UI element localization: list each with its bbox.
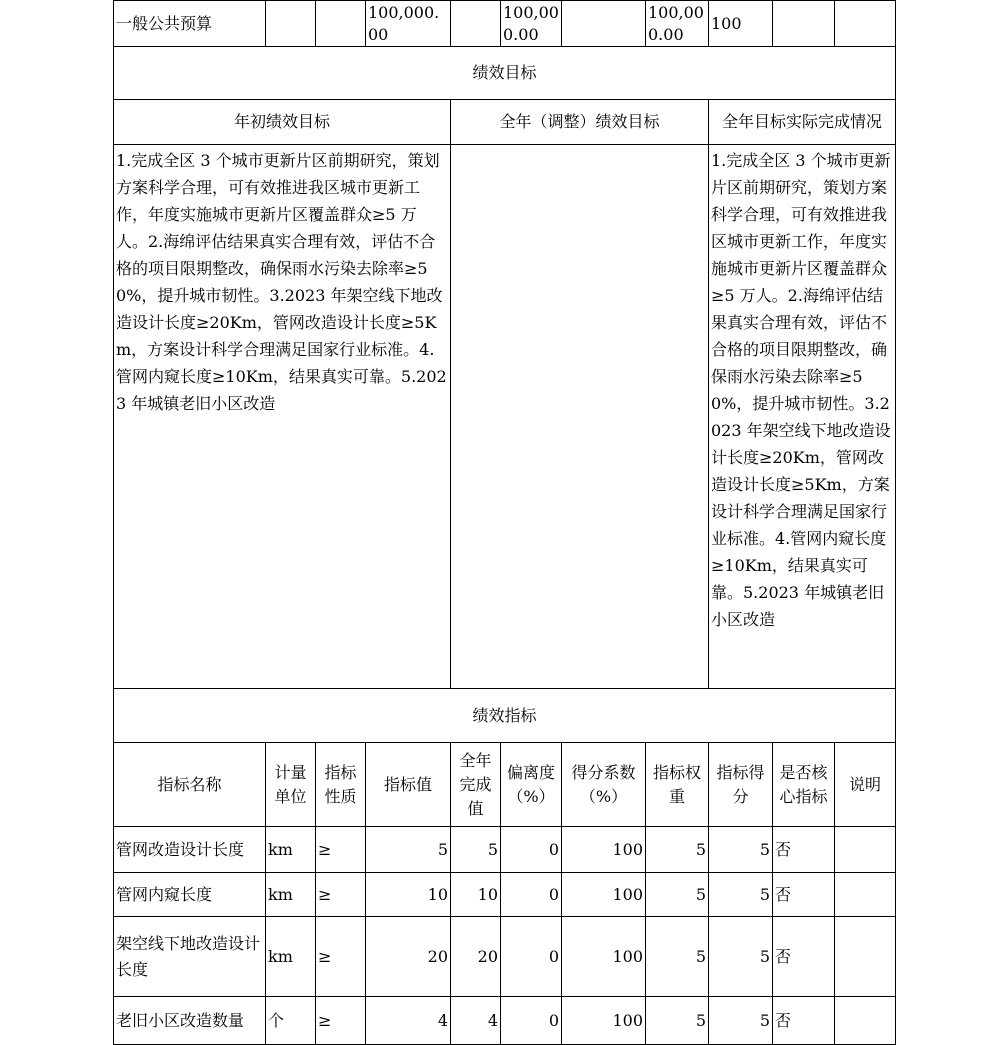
indicator-deviation: 0 xyxy=(501,873,562,917)
indicator-row xyxy=(114,827,896,873)
indicator-note xyxy=(835,997,896,1045)
goal-actual-text: 1.完成全区 3 个城市更新片区前期研究，策划方案科学合理，可有效推进我区城市更新工作，年度实施城市更新片区覆盖群众≥5 万人。2.海绵评估结果真实合理有效，评估不合格的项目限期整改，确保雨水污染去除率≥50%，提升城市韧性。3.2023 年架空线下地改造设计长度≥20Km，管网改造设计长度≥5Km，方案设计科学合理满足国家行业标准。4.管网内窥长度≥10Km，结果真实可靠。5.2023 年城镇老旧小区改造 xyxy=(709,145,896,689)
indicator-deviation: 0 xyxy=(501,917,562,997)
col-header-score: 指标得分 xyxy=(709,743,773,827)
indicator-nature: ≥ xyxy=(316,873,366,917)
indicator-unit: 个 xyxy=(266,997,316,1045)
goal-header-row xyxy=(114,100,896,145)
indicator-score: 5 xyxy=(709,917,773,997)
indicator-name: 架空线下地改造设计长度 xyxy=(114,917,266,997)
budget-cell xyxy=(266,1,316,47)
indicator-nature: ≥ xyxy=(316,917,366,997)
indicator-score: 5 xyxy=(709,873,773,917)
goals-section-row xyxy=(114,47,896,100)
goal-header-initial: 年初绩效目标 xyxy=(114,100,451,145)
indicator-header-row xyxy=(114,743,896,827)
indicator-weight: 5 xyxy=(646,917,709,997)
indicator-coefficient: 100 xyxy=(562,827,646,873)
indicator-note xyxy=(835,917,896,997)
indicator-unit: km xyxy=(266,917,316,997)
indicator-core: 否 xyxy=(773,997,835,1045)
goal-content-row xyxy=(114,145,896,689)
goal-header-actual: 全年目标实际完成情况 xyxy=(709,100,896,145)
indicator-name: 管网内窥长度 xyxy=(114,873,266,917)
budget-cell xyxy=(562,1,646,47)
indicator-row xyxy=(114,997,896,1045)
budget-source-label: 一般公共预算 xyxy=(114,1,266,47)
indicator-core: 否 xyxy=(773,873,835,917)
indicator-weight: 5 xyxy=(646,827,709,873)
budget-amount-initial: 100,000.00 xyxy=(366,1,451,47)
indicator-completed: 20 xyxy=(451,917,501,997)
goal-header-adjusted: 全年（调整）绩效目标 xyxy=(451,100,709,145)
indicator-nature: ≥ xyxy=(316,827,366,873)
indicator-value: 5 xyxy=(366,827,451,873)
col-header-nature: 指标性质 xyxy=(316,743,366,827)
indicator-value: 20 xyxy=(366,917,451,997)
col-header-name: 指标名称 xyxy=(114,743,266,827)
indicator-weight: 5 xyxy=(646,997,709,1045)
budget-cell xyxy=(773,1,835,47)
indicator-coefficient: 100 xyxy=(562,917,646,997)
budget-amount-adjusted: 100,000.00 xyxy=(501,1,562,47)
indicator-note xyxy=(835,873,896,917)
indicator-nature: ≥ xyxy=(316,997,366,1045)
indicator-core: 否 xyxy=(773,917,835,997)
goal-adjusted-text xyxy=(451,145,709,689)
indicator-value: 4 xyxy=(366,997,451,1045)
performance-table-page xyxy=(113,0,895,1045)
indicator-name: 老旧小区改造数量 xyxy=(114,997,266,1045)
col-header-value: 指标值 xyxy=(366,743,451,827)
col-header-unit: 计量单位 xyxy=(266,743,316,827)
budget-row xyxy=(114,1,896,47)
indicator-score: 5 xyxy=(709,997,773,1045)
indicator-row xyxy=(114,917,896,997)
budget-amount-executed: 100,000.00 xyxy=(646,1,709,47)
budget-cell xyxy=(316,1,366,47)
col-header-core: 是否核心指标 xyxy=(773,743,835,827)
indicator-coefficient: 100 xyxy=(562,873,646,917)
indicator-unit: km xyxy=(266,873,316,917)
indicator-core: 否 xyxy=(773,827,835,873)
budget-cell xyxy=(835,1,896,47)
col-header-coefficient: 得分系数（%） xyxy=(562,743,646,827)
indicator-unit: km xyxy=(266,827,316,873)
goal-initial-text: 1.完成全区 3 个城市更新片区前期研究，策划方案科学合理，可有效推进我区城市更新工作，年度实施城市更新片区覆盖群众≥5 万人。2.海绵评估结果真实合理有效，评估不合格的项目限期整改，确保雨水污染去除率≥50%，提升城市韧性。3.2023 年架空线下地改造设计长度≥20Km，管网改造设计长度≥5Km，方案设计科学合理满足国家行业标准。4.管网内窥长度≥10Km，结果真实可靠。5.2023 年城镇老旧小区改造 xyxy=(114,145,451,689)
indicator-completed: 10 xyxy=(451,873,501,917)
indicator-row xyxy=(114,873,896,917)
indicator-deviation: 0 xyxy=(501,997,562,1045)
indicator-name: 管网改造设计长度 xyxy=(114,827,266,873)
indicator-completed: 4 xyxy=(451,997,501,1045)
indicator-deviation: 0 xyxy=(501,827,562,873)
indicator-note xyxy=(835,827,896,873)
col-header-deviation: 偏离度（%） xyxy=(501,743,562,827)
budget-execution-rate: 100 xyxy=(709,1,773,47)
col-header-completed: 全年完成值 xyxy=(451,743,501,827)
budget-cell xyxy=(451,1,501,47)
indicators-section-row xyxy=(114,689,896,743)
indicators-section-title: 绩效指标 xyxy=(114,689,896,743)
indicator-value: 10 xyxy=(366,873,451,917)
performance-table xyxy=(113,0,896,1045)
goals-section-title: 绩效目标 xyxy=(114,47,896,100)
indicator-weight: 5 xyxy=(646,873,709,917)
indicator-coefficient: 100 xyxy=(562,997,646,1045)
col-header-weight: 指标权重 xyxy=(646,743,709,827)
indicator-completed: 5 xyxy=(451,827,501,873)
col-header-note: 说明 xyxy=(835,743,896,827)
indicator-score: 5 xyxy=(709,827,773,873)
